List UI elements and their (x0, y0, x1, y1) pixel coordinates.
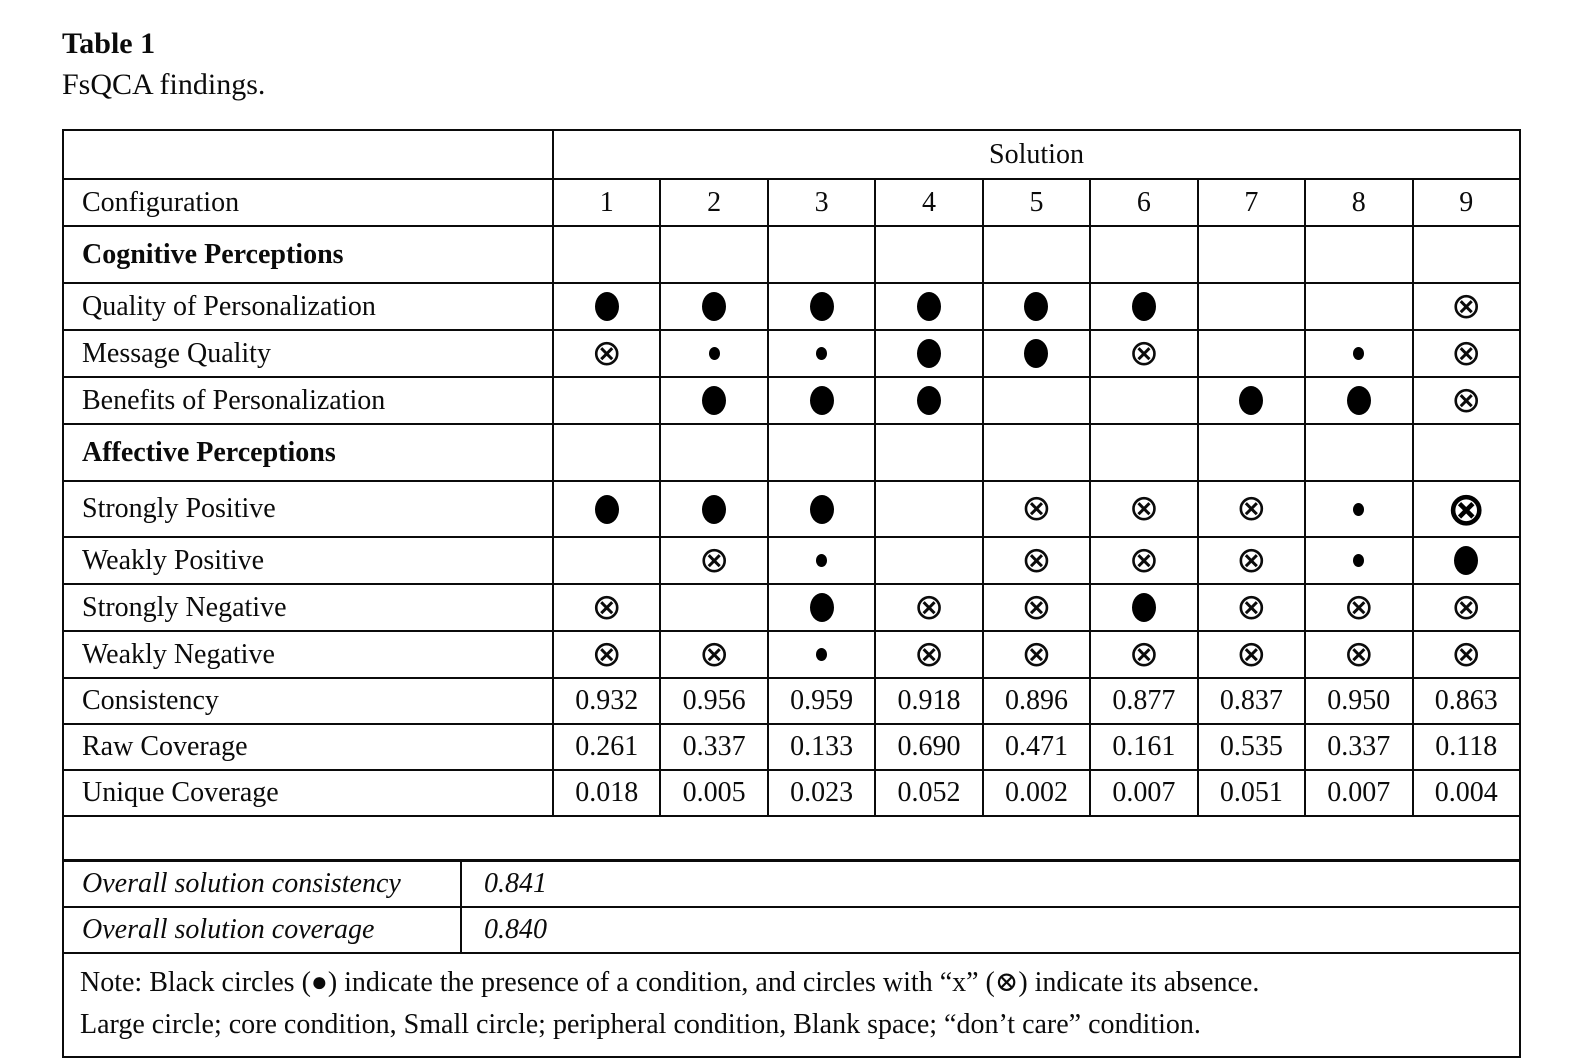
section-label: Affective Perceptions (64, 425, 554, 480)
value-cell: 0.007 (1306, 771, 1413, 815)
solution-col-header: 6 (1091, 180, 1198, 225)
condition-symbol (661, 284, 768, 329)
row-unique-coverage (64, 771, 1519, 817)
value-cell: 0.002 (984, 771, 1091, 815)
solution-col-header: 4 (876, 180, 983, 225)
condition-symbol (1091, 538, 1198, 583)
condition-symbol (1306, 538, 1413, 583)
value-cell: 0.018 (554, 771, 661, 815)
summary-value: 0.841 (484, 868, 547, 899)
row-strongly-negative (64, 585, 1519, 632)
row-label: Unique Coverage (64, 771, 554, 815)
summary-label: Overall solution coverage (64, 908, 462, 952)
condition-symbol (984, 284, 1091, 329)
condition-symbol (984, 331, 1091, 376)
condition-symbol (1091, 632, 1198, 677)
row-strongly-positive (64, 482, 1519, 538)
condition-symbol (769, 585, 876, 630)
condition-symbol (1414, 632, 1519, 677)
value-cell: 0.535 (1199, 725, 1306, 769)
solution-col-header: 8 (1306, 180, 1413, 225)
solution-col-header: 5 (984, 180, 1091, 225)
configuration-header-cell: Configuration (64, 180, 554, 225)
value-cell: 0.959 (769, 679, 876, 723)
condition-symbol (661, 538, 768, 583)
condition-symbol (1414, 482, 1519, 536)
condition-symbol (876, 378, 983, 423)
row-label: Benefits of Personalization (64, 378, 554, 423)
condition-symbol (554, 482, 661, 536)
condition-symbol (1091, 378, 1198, 423)
condition-symbol (984, 538, 1091, 583)
value-cell: 0.837 (1199, 679, 1306, 723)
row-weakly-negative (64, 632, 1519, 679)
condition-symbol (1306, 585, 1413, 630)
condition-symbol (554, 331, 661, 376)
value-cell: 0.337 (661, 725, 768, 769)
condition-symbol (661, 482, 768, 536)
condition-symbol (554, 284, 661, 329)
value-cell: 0.051 (1199, 771, 1306, 815)
condition-symbol (661, 632, 768, 677)
fsqca-table (62, 129, 1521, 1058)
row-overall-solution-consistency (64, 862, 1519, 908)
value-cell: 0.863 (1434, 685, 1498, 716)
condition-symbol (769, 538, 876, 583)
row-label: Strongly Positive (64, 482, 554, 536)
value-cell: 0.690 (876, 725, 983, 769)
condition-symbol (876, 632, 983, 677)
value-cell: 0.118 (1435, 731, 1498, 762)
row-weakly-positive (64, 538, 1519, 585)
condition-symbol (876, 585, 983, 630)
solution-col-header: 2 (661, 180, 768, 225)
condition-symbol (1306, 331, 1413, 376)
condition-symbol (1199, 585, 1306, 630)
condition-symbol (1414, 585, 1519, 630)
condition-symbol (1199, 378, 1306, 423)
value-cell: 0.956 (661, 679, 768, 723)
condition-symbol (1414, 378, 1519, 423)
row-label: Message Quality (64, 331, 554, 376)
condition-symbol (1091, 482, 1198, 536)
condition-symbol (1091, 331, 1198, 376)
row-message-quality (64, 331, 1519, 378)
condition-symbol (1414, 284, 1519, 329)
value-cell: 0.471 (984, 725, 1091, 769)
condition-symbol (1306, 378, 1413, 423)
empty-corner-cell (64, 131, 554, 178)
condition-symbol (1414, 331, 1519, 376)
value-cell: 0.337 (1306, 725, 1413, 769)
condition-symbol (1199, 538, 1306, 583)
value-cell: 0.950 (1306, 679, 1413, 723)
summary-label: Overall solution consistency (64, 862, 462, 906)
condition-symbol (984, 585, 1091, 630)
note-line-2: Large circle; core condition, Small circle; peripheral condition, Blank space; “don’t care” condition. (80, 1009, 1201, 1040)
condition-symbol (769, 378, 876, 423)
condition-symbol (661, 331, 768, 376)
condition-symbol (769, 284, 876, 329)
configuration-header-row (64, 180, 1519, 227)
value-cell: 0.932 (554, 679, 661, 723)
solution-col-header: 1 (554, 180, 661, 225)
condition-symbol (769, 632, 876, 677)
condition-symbol (876, 482, 983, 536)
spacer-row (64, 817, 1519, 862)
row-label: Consistency (64, 679, 554, 723)
condition-symbol (661, 585, 768, 630)
condition-symbol (1199, 632, 1306, 677)
value-cell: 0.161 (1091, 725, 1198, 769)
condition-symbol (1199, 482, 1306, 536)
value-cell: 0.877 (1091, 679, 1198, 723)
condition-symbol (1306, 632, 1413, 677)
value-cell: 0.918 (876, 679, 983, 723)
condition-symbol (1306, 284, 1413, 329)
solution-col-header: 7 (1199, 180, 1306, 225)
solution-col-header: 3 (769, 180, 876, 225)
condition-symbol (554, 538, 661, 583)
solution-col-header: 9 (1459, 186, 1474, 218)
row-label: Strongly Negative (64, 585, 554, 630)
value-cell: 0.133 (769, 725, 876, 769)
row-overall-solution-coverage (64, 908, 1519, 954)
condition-symbol (876, 538, 983, 583)
row-quality-of-personalization (64, 284, 1519, 331)
row-raw-coverage (64, 725, 1519, 771)
summary-value: 0.840 (484, 914, 547, 945)
note-line-1: Note: Black circles (●) indicate the presence of a condition, and circles with “x” (⊗) indicate its absence. (80, 967, 1260, 998)
value-cell: 0.005 (661, 771, 768, 815)
condition-symbol (876, 331, 983, 376)
row-affective-perceptions (64, 425, 1519, 482)
row-consistency (64, 679, 1519, 725)
value-cell: 0.052 (876, 771, 983, 815)
condition-symbol (1306, 482, 1413, 536)
condition-symbol (984, 632, 1091, 677)
condition-symbol (984, 378, 1091, 423)
condition-symbol (661, 378, 768, 423)
condition-symbol (1414, 538, 1519, 583)
condition-symbol (876, 284, 983, 329)
condition-symbol (554, 632, 661, 677)
row-label: Weakly Negative (64, 632, 554, 677)
section-label: Cognitive Perceptions (64, 227, 554, 282)
table-caption: FsQCA findings. (62, 67, 266, 101)
row-label: Weakly Positive (64, 538, 554, 583)
value-cell: 0.004 (1434, 777, 1498, 808)
value-cell: 0.896 (984, 679, 1091, 723)
row-label: Raw Coverage (64, 725, 554, 769)
table-title: Table 1 (62, 27, 156, 60)
value-cell: 0.007 (1091, 771, 1198, 815)
table-note (64, 954, 1519, 1056)
condition-symbol (554, 585, 661, 630)
condition-symbol (1091, 585, 1198, 630)
condition-symbol (554, 378, 661, 423)
condition-symbol (769, 331, 876, 376)
value-cell: 0.023 (769, 771, 876, 815)
value-cell: 0.261 (554, 725, 661, 769)
row-cognitive-perceptions (64, 227, 1519, 284)
condition-symbol (1199, 284, 1306, 329)
row-benefits-of-personalization (64, 378, 1519, 425)
solution-header-row (64, 131, 1519, 180)
solution-header-cell: Solution (989, 138, 1084, 170)
row-label: Quality of Personalization (64, 284, 554, 329)
condition-symbol (1091, 284, 1198, 329)
condition-symbol (984, 482, 1091, 536)
condition-symbol (769, 482, 876, 536)
condition-symbol (1199, 331, 1306, 376)
